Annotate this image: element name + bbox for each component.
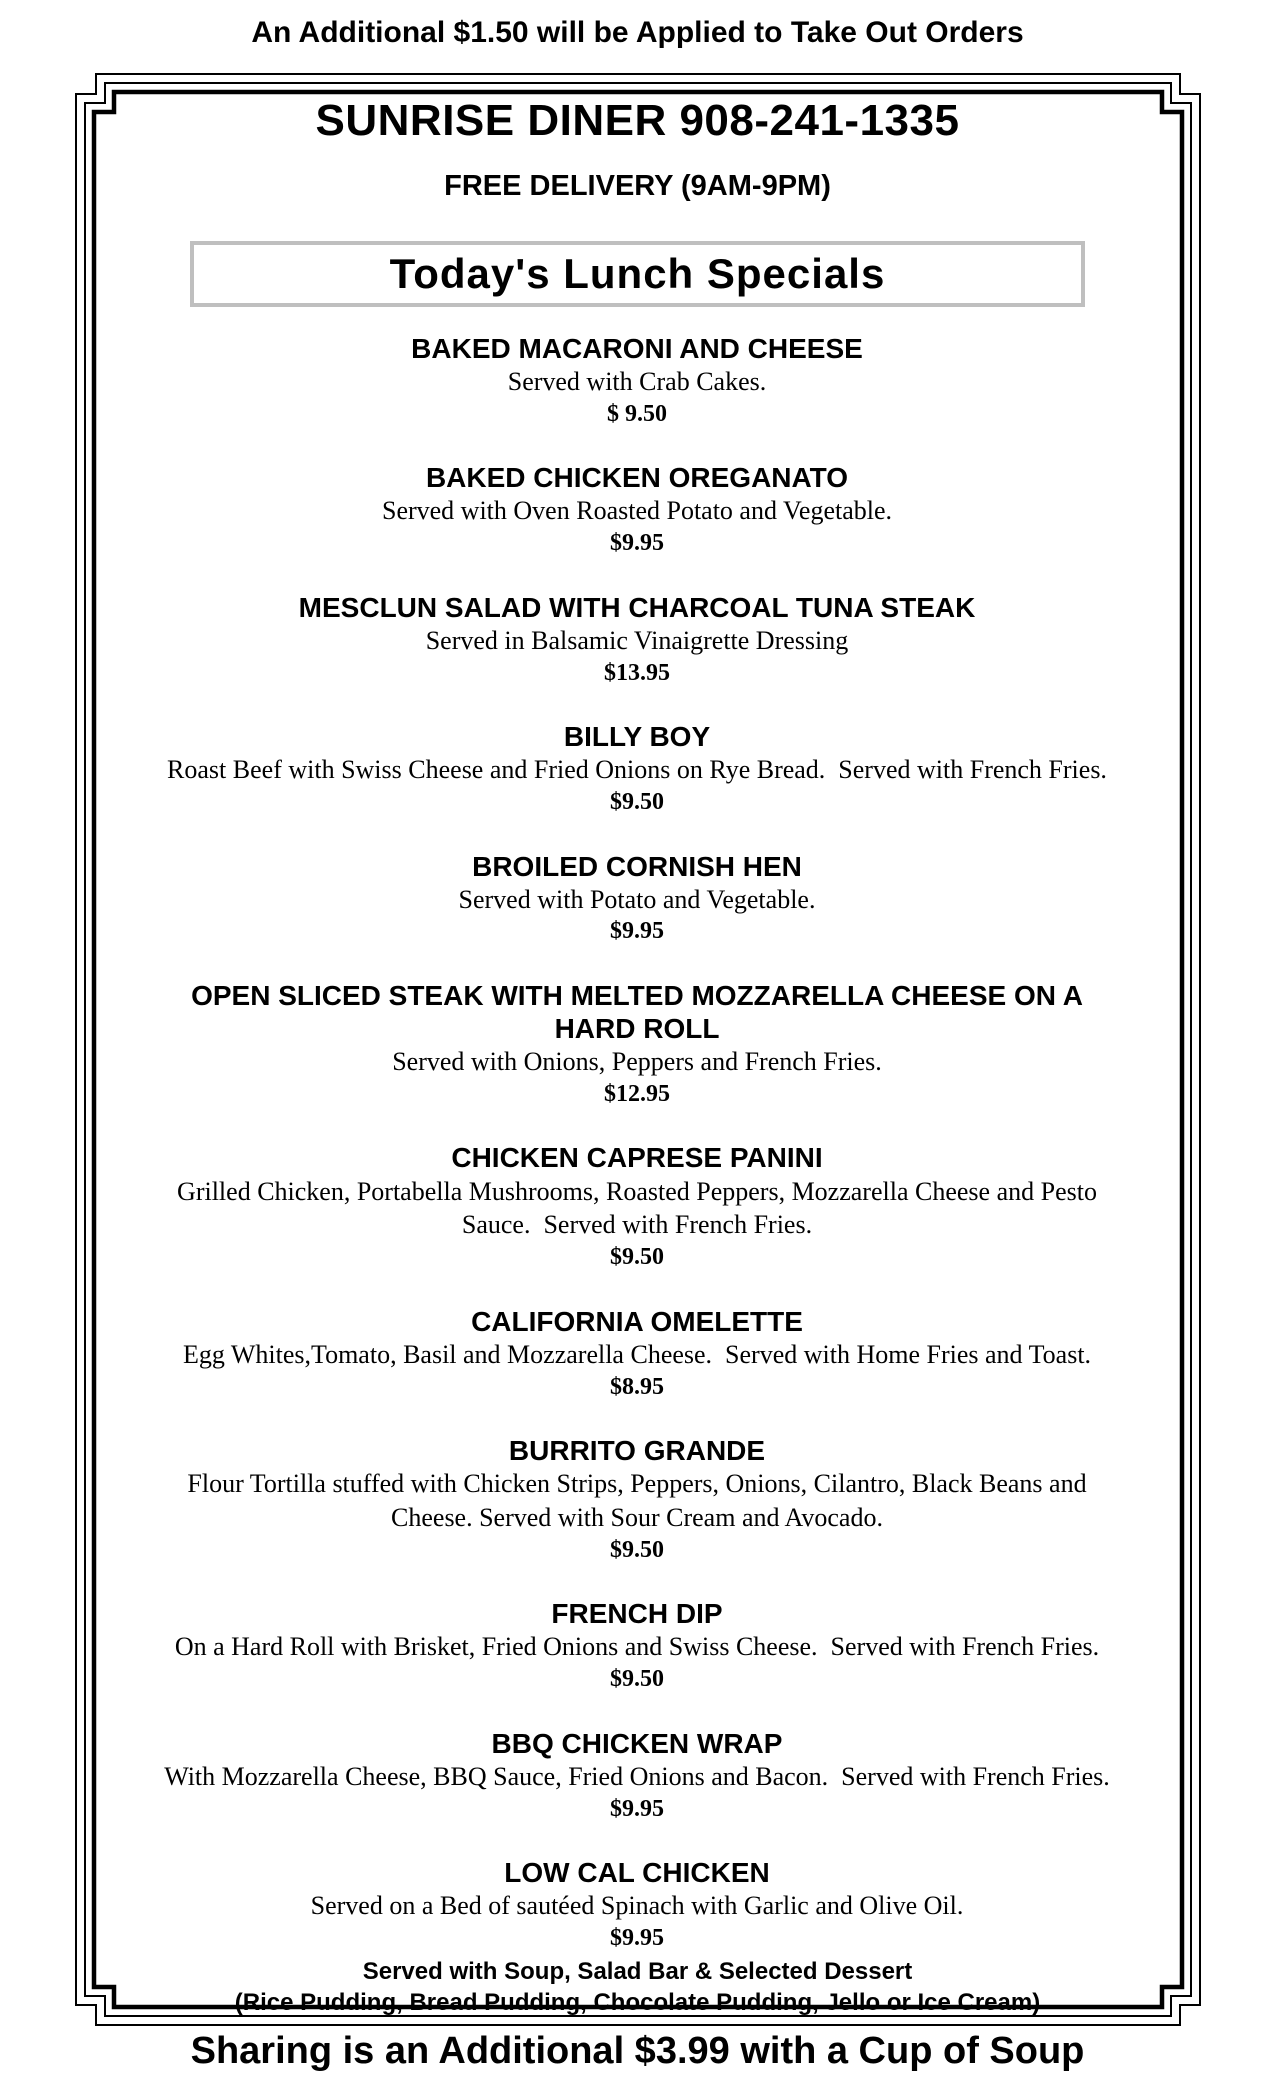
sharing-notice: Sharing is an Additional $3.99 with a Cup of Soup	[190, 2030, 1085, 2072]
menu-item	[164, 1727, 1110, 1823]
menu-item	[311, 1856, 964, 1952]
menu-item-price: $9.95	[610, 1924, 664, 1951]
menu-title-box	[190, 241, 1085, 307]
menu-item-description: Served with Potato and Vegetable.	[458, 884, 816, 914]
menu-item-description: Egg Whites,Tomato, Basil and Mozzarella Cheese. Served with Home Fries and Toast.	[182, 1339, 1092, 1369]
menu-item-price: $9.95	[609, 1795, 664, 1822]
menu-items-list	[137, 332, 1137, 1952]
menu-item	[382, 461, 892, 557]
delivery-note: FREE DELIVERY (9AM-9PM)	[444, 170, 831, 202]
menu-item-name: LOW CAL CHICKEN	[504, 1857, 770, 1889]
included-note	[0, 1956, 1275, 2018]
menu-item-price: $9.50	[609, 789, 664, 816]
menu-item-price: $12.95	[604, 1080, 670, 1107]
menu-item-price: $9.50	[610, 1536, 664, 1563]
menu-item	[167, 720, 1107, 816]
menu-item-name: OPEN SLICED STEAK WITH MELTED MOZZARELLA CHEESE ON A HARD ROLL	[191, 980, 1083, 1045]
menu-item-name: CHICKEN CAPRESE PANINI	[451, 1142, 823, 1174]
restaurant-title: SUNRISE DINER 908-241-1335	[315, 96, 960, 145]
menu-item-name: CALIFORNIA OMELETTE	[471, 1305, 803, 1337]
menu-item-description: Flour Tortilla stuffed with Chicken Strips, Peppers, Onions, Cilantro, Black Beans and Cheese. Served with Sour Cream and Avocado.	[187, 1469, 1094, 1532]
included-note-line2: (Rice Pudding, Bread Pudding, Chocolate Pudding, Jello or Ice Cream)	[234, 1989, 1041, 2017]
menu-item-name: BROILED CORNISH HEN	[472, 850, 802, 882]
menu-item-description: Served with Onions, Peppers and French Fries.	[392, 1047, 882, 1077]
menu-item	[177, 979, 1097, 1108]
menu-item-description: Roast Beef with Swiss Cheese and Fried Onions on Rye Bread. Served with French Fries.	[167, 755, 1107, 785]
menu-item-price: $ 9.50	[607, 400, 667, 427]
menu-item-description: Served in Balsamic Vinaigrette Dressing	[425, 625, 849, 655]
menu-item-name: MESCLUN SALAD WITH CHARCOAL TUNA STEAK	[298, 591, 976, 623]
menu-item-name: FRENCH DIP	[551, 1598, 723, 1630]
menu-title: Today's Lunch Specials	[389, 250, 886, 297]
menu-item-name: BAKED CHICKEN OREGANATO	[425, 462, 849, 494]
menu-item-description: Grilled Chicken, Portabella Mushrooms, Roasted Peppers, Mozzarella Cheese and Pesto Sauce. Served with French Fries.	[177, 1176, 1104, 1240]
included-note-line1: Served with Soup, Salad Bar & Selected Dessert	[362, 1958, 913, 1985]
menu-item-price: $9.95	[609, 918, 664, 945]
menu-item-price: $13.95	[603, 659, 670, 686]
menu-item	[459, 850, 816, 946]
menu-item-price: $9.50	[609, 1666, 664, 1693]
menu-item-name: BAKED MACARONI AND CHEESE	[411, 333, 863, 364]
menu-item-name: BURRITO GRANDE	[508, 1435, 766, 1467]
menu-item	[299, 591, 976, 687]
menu-item-price: $9.50	[610, 1244, 664, 1271]
menu-item-price: $8.95	[610, 1373, 664, 1400]
menu-item-name: BILLY BOY	[563, 721, 711, 753]
menu-item-description: With Mozzarella Cheese, BBQ Sauce, Fried Onions and Bacon. Served with French Fries.	[164, 1761, 1110, 1791]
menu-item	[155, 1141, 1120, 1271]
menu-item-description: Served with Oven Roasted Potato and Vegetable.	[381, 496, 893, 526]
menu-item	[411, 332, 863, 428]
menu-item-name: BBQ CHICKEN WRAP	[491, 1727, 783, 1759]
menu-item-price: $9.95	[610, 530, 664, 557]
menu-item	[175, 1597, 1099, 1693]
menu-item	[183, 1305, 1091, 1401]
menu-item-description: Served with Crab Cakes.	[507, 367, 767, 397]
menu-item	[155, 1434, 1120, 1564]
menu-item-description: On a Hard Roll with Brisket, Fried Onions and Swiss Cheese. Served with French Fries.	[174, 1632, 1100, 1662]
takeout-notice: An Additional $1.50 will be Applied to Take Out Orders	[251, 16, 1024, 49]
menu-item-description: Served on a Bed of sautéed Spinach with Garlic and Olive Oil.	[310, 1891, 964, 1921]
